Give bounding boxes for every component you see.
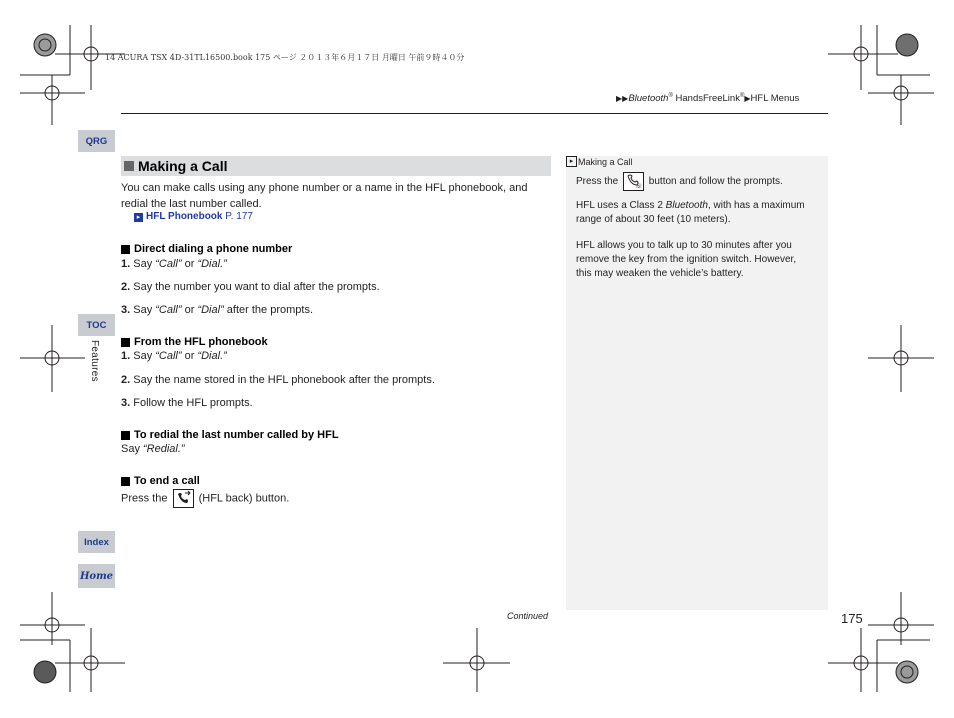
intro-paragraph: You can make calls using any phone number or a name in the HFL phonebook, and redial the last number called. [121,182,528,210]
hfl-back-icon [173,489,194,508]
heading-square-icon [121,338,130,347]
hfl-talk-icon [623,172,644,191]
home-label: Home [79,570,114,582]
chapter-label-features: Features [89,340,100,382]
continued-label: Continued [507,611,549,621]
page-number: 175 [841,611,863,626]
breadcrumb-hfl-menus[interactable]: HFL Menus [750,93,800,105]
direct-dialing-heading: Direct dialing a phone number [121,243,292,255]
phonebook-step-3: 3. Follow the HFL prompts. [121,397,253,409]
breadcrumb-bluetooth[interactable]: Bluetooth [628,93,669,105]
svg-text:☏: ☏ [635,183,643,190]
direct-step-3: 3. Say “Call” or “Dial” after the prompts. [121,304,313,316]
heading-square-icon [121,431,130,440]
breadcrumb-arrow-icon: ▶ [744,94,751,104]
heading-square-icon [121,245,130,254]
section-heading-bar [121,156,551,176]
hfl-phonebook-link[interactable]: ▸ HFL Phonebook P. 177 [134,211,253,222]
end-call-instruction: Press the (HFL back) button. [121,489,289,508]
link-arrow-icon: ▸ [134,213,143,222]
qrg-tab[interactable]: QRG [78,130,115,152]
side-note-p1: Press the ☏ button and follow the prompts. [576,172,820,191]
redial-heading: To redial the last number called by HFL [121,429,339,441]
direct-step-2: 2. Say the number you want to dial after the prompts. [121,281,380,293]
side-note-p2: HFL uses a Class 2 Bluetooth, with has a maximum range of about 30 feet (10 meters). [576,200,805,225]
breadcrumb: ▶▶Bluetooth® HandsFreeLink®▶HFL Menus [616,93,800,105]
toc-tab[interactable]: TOC [78,314,115,336]
redial-instruction: Say “Redial.” [121,443,185,455]
home-button[interactable] [78,564,115,588]
heading-square-icon [121,477,130,486]
note-arrow-icon: ▸ [566,156,577,167]
index-tab[interactable]: Index [78,531,115,553]
breadcrumb-handsfreelink[interactable]: HandsFreeLink [672,93,740,105]
breadcrumb-arrow-icon: ▶▶ [616,94,629,104]
side-note-p3: HFL allows you to talk up to 30 minutes after you remove the key from the ignition switch. However, this may weaken the vehicle’s battery. [576,240,797,279]
section-square-icon [124,161,134,171]
header-rule [121,113,828,114]
side-note-heading: ▸ Making a Call [566,156,633,167]
end-call-heading: To end a call [121,475,200,487]
phonebook-heading: From the HFL phonebook [121,336,268,348]
section-title: Making a Call [138,158,228,174]
phonebook-step-1: 1. Say “Call” or “Dial.” [121,350,227,362]
phonebook-step-2: 2. Say the name stored in the HFL phonebook after the prompts. [121,374,435,386]
direct-step-1: 1. Say “Call” or “Dial.” [121,258,227,270]
print-header: 14 ACURA TSX 4D-31TL16500.book 175 ページ ２０１３年６月１７日 月曜日 午前９時４０分 [105,53,465,62]
